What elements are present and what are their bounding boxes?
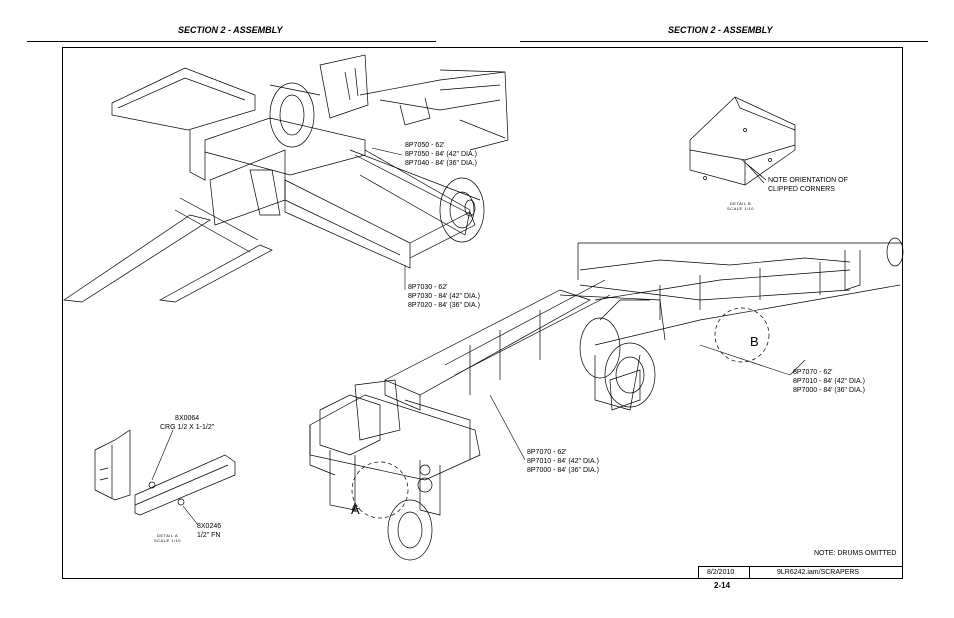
- front-hitch-assembly: [64, 55, 508, 302]
- title-block-divider: [749, 567, 750, 578]
- mid-parts-label: 8P7030 - 62' 8P7030 - 84' (42" DIA.) 8P7020 - 84' (36" DIA.): [408, 284, 480, 309]
- page-number: 2-14: [714, 581, 731, 590]
- drawing-file: 9LR6242.iam/SCRAPERS: [777, 569, 860, 576]
- section-title-right: SECTION 2 - ASSEMBLY: [668, 25, 773, 35]
- detail-a-part: [95, 430, 235, 515]
- callout-b: B: [750, 334, 759, 349]
- detail-b-caption: DETAIL B SCALE 1/10: [727, 201, 755, 211]
- callout-a: A: [351, 502, 360, 517]
- bolt-label: 8X0064 CRG 1/2 X 1-1/2": [160, 415, 215, 431]
- title-block: [698, 566, 903, 579]
- detail-b-circle: [715, 308, 769, 362]
- detail-b-part: [690, 97, 795, 185]
- right-parts-label: 8P7070 - 62' 8P7010 - 84' (42" DIA.) 8P7000 - 84' (36" DIA.): [793, 369, 865, 394]
- section-title-left: SECTION 2 - ASSEMBLY: [178, 25, 283, 35]
- leader-lines: [152, 148, 805, 525]
- detail-a-caption: DETAIL A SCALE 1/10: [154, 533, 182, 543]
- nut-label: 8X0246 1/2" FN: [197, 523, 222, 539]
- bottom-parts-label: 8P7070 - 62' 8P7010 - 84' (42" DIA.) 8P7000 - 84' (36" DIA.): [527, 449, 599, 474]
- note-orientation: NOTE ORIENTATION OF CLIPPED CORNERS: [768, 177, 848, 193]
- drawing-date: 8/2/2010: [707, 569, 735, 576]
- note-drums-omitted: NOTE: DRUMS OMITTED: [814, 550, 897, 557]
- front-parts-label: 8P7050 - 62' 8P7050 - 84' (42" DIA.) 8P7040 - 84' (36" DIA.): [405, 142, 477, 167]
